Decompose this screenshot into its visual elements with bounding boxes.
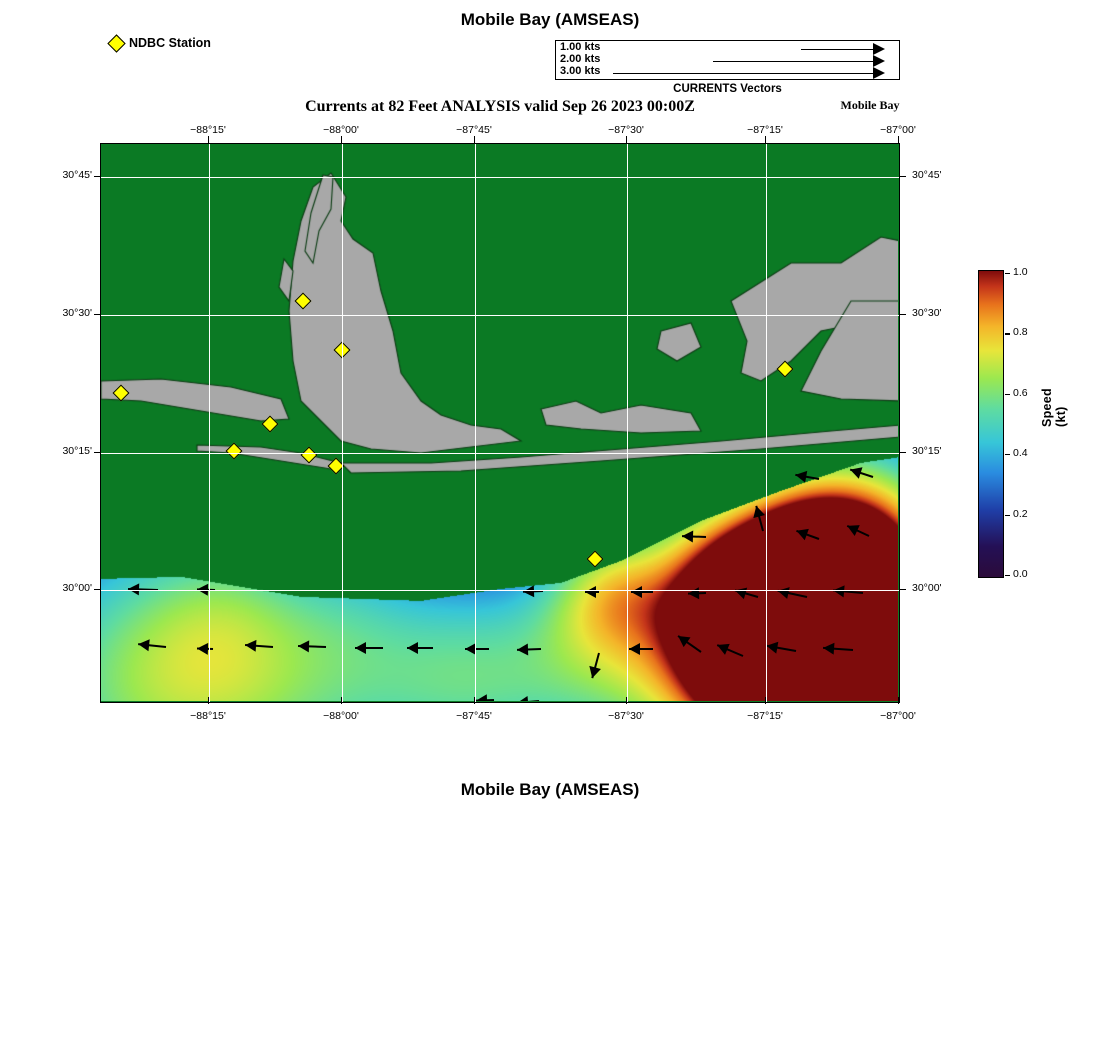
vector-key-row [556, 55, 899, 67]
x-axis-label-top: −87°00' [880, 124, 916, 136]
graticule-meridian [627, 144, 628, 702]
colorbar-tick-label: 0.8 [1013, 326, 1028, 339]
colorbar-tick-label: 0.4 [1013, 447, 1028, 460]
vector-key-arrowhead-icon [873, 55, 885, 67]
current-vector-arrow [465, 643, 489, 655]
x-axis-label-bottom: −87°30' [608, 710, 644, 722]
region-label: Mobile Bay [840, 98, 900, 112]
current-vector-arrow [823, 643, 853, 655]
x-axis-label-top: −87°30' [608, 124, 644, 136]
x-axis-label-bottom: −88°00' [323, 710, 359, 722]
colorbar-tick [1005, 394, 1010, 395]
current-vector-arrow [678, 636, 701, 652]
x-axis-tick-bottom [626, 697, 627, 704]
current-vector-arrow [355, 642, 383, 654]
current-vector-arrow [245, 640, 273, 652]
y-axis-tick-left [94, 589, 101, 590]
colorbar-tick [1005, 273, 1010, 274]
x-axis-tick-top [626, 136, 627, 143]
x-axis-label-bottom: −87°00' [880, 710, 916, 722]
y-axis-label-right: 30°45' [912, 169, 942, 181]
colorbar-title: Speed (kt) [1040, 388, 1068, 428]
ndbc-station-legend-label: NDBC Station [129, 36, 211, 50]
current-vector-arrow [766, 642, 796, 654]
colorbar-tick [1005, 515, 1010, 516]
current-vector-arrow [629, 643, 653, 655]
y-axis-tick-right [899, 452, 906, 453]
map-vector-overlay [101, 144, 898, 701]
y-axis-label-right: 30°15' [912, 445, 942, 457]
graticule-parallel [101, 590, 899, 591]
current-vector-arrow [796, 529, 819, 540]
colorbar-gradient [978, 270, 1004, 578]
x-axis-tick-top [898, 136, 899, 143]
x-axis-label-top: −87°45' [456, 124, 492, 136]
current-vector-arrow [138, 639, 166, 651]
graticule-meridian [209, 144, 210, 702]
vector-key-row [556, 43, 899, 55]
y-axis-label-right: 30°00' [912, 582, 942, 594]
vector-key-label: 2.00 kts [560, 53, 601, 65]
vector-key-arrowhead-icon [873, 43, 885, 55]
colorbar-tick-label: 0.2 [1013, 507, 1028, 520]
colorbar-tick [1005, 454, 1010, 455]
current-vector-arrow [795, 471, 819, 483]
x-axis-tick-bottom [474, 697, 475, 704]
graticule-parallel [101, 453, 899, 454]
current-vector-arrow [298, 640, 326, 652]
y-axis-tick-right [899, 589, 906, 590]
y-axis-tick-right [899, 176, 906, 177]
current-vector-arrow [517, 643, 541, 655]
current-vector-arrow [197, 643, 213, 655]
y-axis-label-right: 30°30' [912, 307, 942, 319]
x-axis-label-top: −88°15' [190, 124, 226, 136]
vector-key-row [556, 67, 899, 79]
current-vector-arrow [631, 586, 653, 598]
graticule-parallel [101, 177, 899, 178]
page-title: Mobile Bay (AMSEAS) [460, 10, 640, 29]
current-vector-arrow [682, 531, 706, 543]
current-vector-arrow [847, 525, 869, 536]
y-axis-tick-left [94, 176, 101, 177]
colorbar-tick-label: 0.0 [1013, 568, 1028, 580]
current-vector-arrow [585, 586, 599, 598]
current-vector-arrow [589, 653, 601, 678]
y-axis-tick-left [94, 314, 101, 315]
y-axis-label-left: 30°00' [62, 582, 92, 594]
y-axis-label-left: 30°45' [62, 169, 92, 181]
current-vector-arrow [717, 644, 743, 656]
x-axis-tick-top [474, 136, 475, 143]
x-axis-label-bottom: −87°45' [456, 710, 492, 722]
graticule-parallel [101, 315, 899, 316]
x-axis-tick-bottom [898, 697, 899, 704]
graticule-meridian [342, 144, 343, 702]
current-vector-arrow [778, 587, 807, 599]
x-axis-tick-top [765, 136, 766, 143]
map-plot-area[interactable] [100, 143, 900, 703]
x-axis-tick-top [208, 136, 209, 143]
y-axis-tick-right [899, 314, 906, 315]
current-vector-arrow [517, 696, 539, 701]
x-axis-label-top: −88°00' [323, 124, 359, 136]
vector-key-arrowhead-icon [873, 67, 885, 79]
yellow-diamond-icon [107, 34, 125, 52]
x-axis-label-top: −87°15' [747, 124, 783, 136]
y-axis-label-left: 30°15' [62, 445, 92, 457]
vector-scale-key [555, 40, 900, 80]
x-axis-tick-bottom [341, 697, 342, 704]
y-axis-label-left: 30°30' [62, 307, 92, 319]
vector-key-label: 3.00 kts [560, 65, 601, 77]
colorbar-tick [1005, 575, 1010, 576]
bottom-title: Mobile Bay (AMSEAS) [460, 780, 640, 799]
current-vector-arrow [850, 467, 873, 478]
vector-key-line [713, 61, 873, 62]
vector-key-line [801, 49, 873, 50]
current-vector-arrow [407, 642, 433, 654]
y-axis-tick-left [94, 452, 101, 453]
graticule-meridian [766, 144, 767, 702]
vector-key-label: 1.00 kts [560, 41, 601, 53]
graticule-meridian [475, 144, 476, 702]
ndbc-station-legend [110, 36, 211, 50]
colorbar-tick-label: 1.0 [1013, 266, 1028, 278]
vector-key-caption: CURRENTS Vectors [673, 83, 782, 95]
vector-key-line [613, 73, 873, 74]
colorbar-tick-label: 0.6 [1013, 386, 1028, 399]
current-vector-arrow [753, 506, 765, 531]
x-axis-label-bottom: −88°15' [190, 710, 226, 722]
current-vector-arrow [476, 694, 494, 701]
x-axis-tick-bottom [765, 697, 766, 704]
x-axis-tick-top [341, 136, 342, 143]
x-axis-label-bottom: −87°15' [747, 710, 783, 722]
map-subtitle: Currents at 82 Feet ANALYSIS valid Sep 26 2023 00:00Z [305, 98, 695, 115]
colorbar-tick [1005, 333, 1010, 334]
x-axis-tick-bottom [208, 697, 209, 704]
